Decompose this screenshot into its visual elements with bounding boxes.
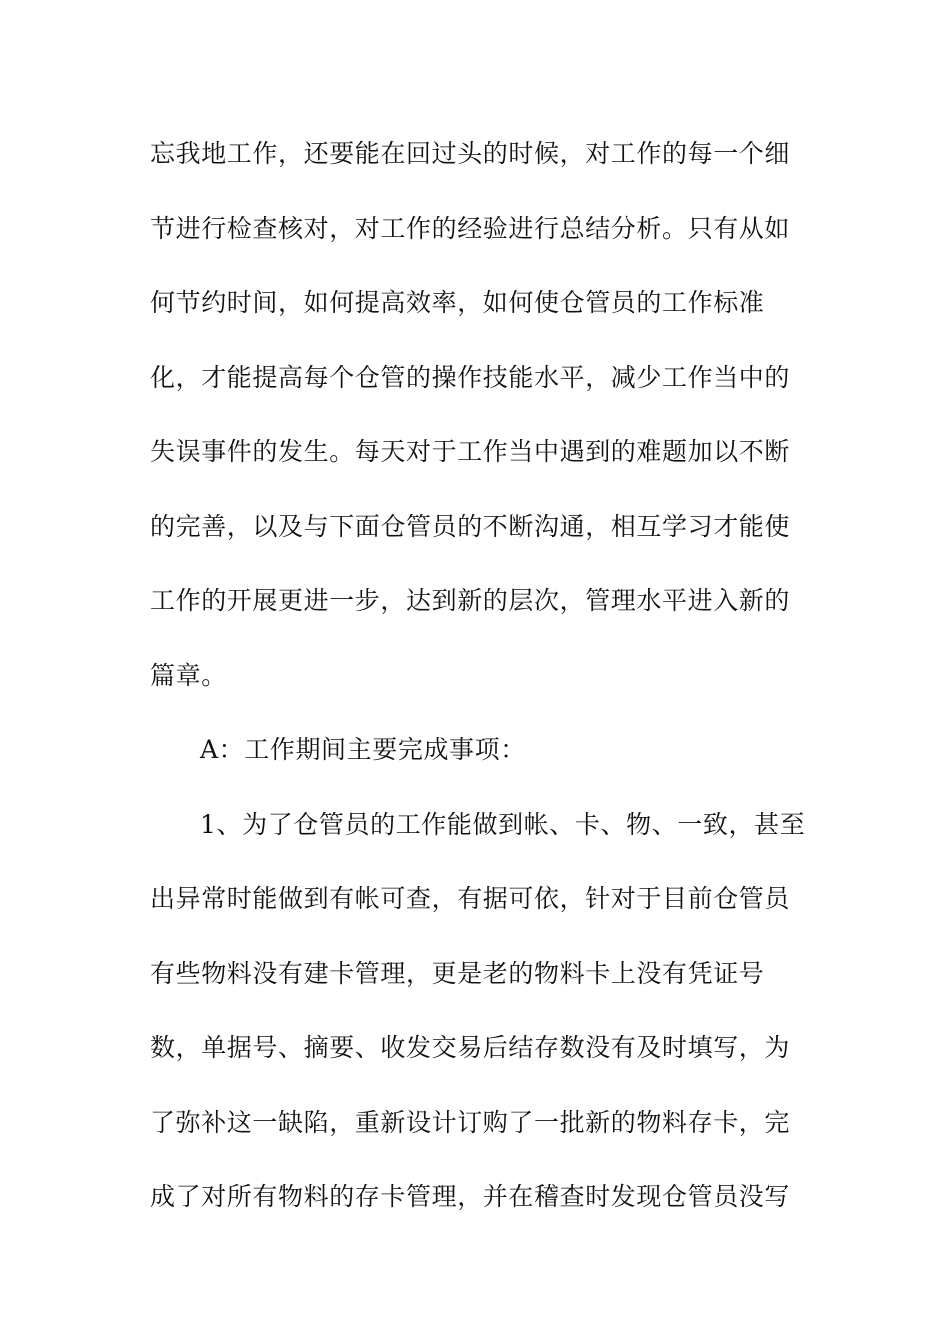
list-item-start: 1、为了仓管员的工作能做到帐、卡、物、一致，甚至	[200, 809, 806, 839]
paragraph-line: 数，单据号、摘要、收发交易后结存数没有及时填写，为	[150, 1033, 791, 1062]
paragraph-line: 篇章。	[150, 660, 227, 690]
paragraph-line: 出异常时能做到有帐可查，有据可依，针对于目前仓管员	[150, 884, 791, 913]
document-body	[150, 128, 810, 1246]
paragraph-line: 何节约时间，如何提高效率，如何使仓管员的工作标准	[150, 288, 765, 317]
paragraph-line: 有些物料没有建卡管理，更是老的物料卡上没有凭证号	[150, 958, 765, 988]
paragraph-line: 节进行检查核对，对工作的经验进行总结分析。只有从如	[150, 213, 791, 243]
paragraph-line: 工作的开展更进一步，达到新的层次，管理水平进入新的	[150, 586, 791, 615]
paragraph-line: 了弥补这一缺陷，重新设计订购了一批新的物料存卡，完	[150, 1107, 791, 1137]
section-heading: A：工作期间主要完成事项：	[200, 735, 526, 764]
paragraph-line: 忘我地工作，还要能在回过头的时候，对工作的每一个细	[150, 139, 791, 168]
paragraph-line: 成了对所有物料的存卡管理，并在稽查时发现仓管员没写	[150, 1182, 791, 1211]
paragraph-line: 失误事件的发生。每天对于工作当中遇到的难题加以不断	[150, 437, 791, 466]
paragraph-line: 化，才能提高每个仓管的操作技能水平，减少工作当中的	[150, 362, 791, 392]
paragraph-line: 的完善，以及与下面仓管员的不断沟通，相互学习才能使	[150, 511, 791, 541]
